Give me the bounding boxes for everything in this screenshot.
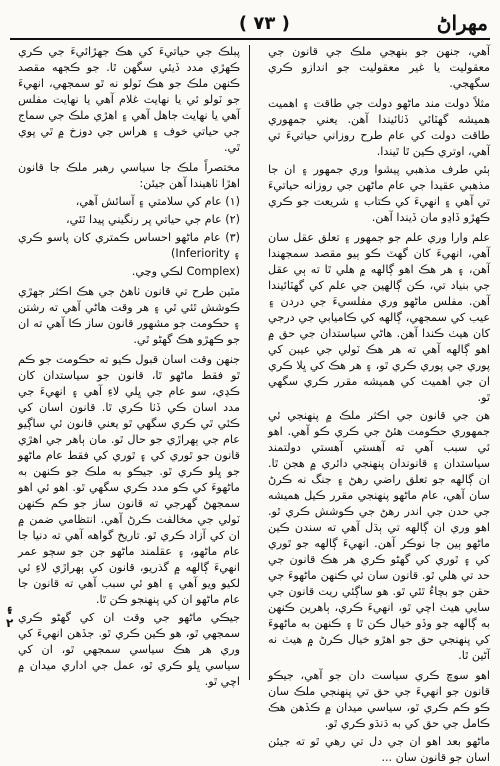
- journal-name: مهراڻ: [436, 11, 488, 35]
- list-item-continuation: [18, 264, 240, 280]
- right-column: [268, 44, 490, 764]
- header-rule: [10, 38, 490, 40]
- paragraph: پبلڪ جي حياتيءَ کي هڪ جهڙائيءَ جي ڪري ڪهڙي مدد ڏيئي سگهن ٿا. جو ڪجهه مقصد ڪنهن ملڪ جو هڪ ٽولو نه ٿو سمجهي، انهيءَ جو ٽولو ئي يا نهايت غلام آهي يا نهايت مفلس آهي يا نهايت جاهل آهي ۽ اهڙي ملڪ جي سماج جي حياتي خوف ۽ هراس جي دوزخ ۾ ٿي پوي ٿي.: [18, 45, 240, 154]
- paragraph: جيڪي ماڻهو جي وقت ان کي گهڻو ڪري سمجهي ٿو، هو ڪين ڪري ٿو. جڏهن انهيءَ کي وري هر هڪ سياسي سمجهي ٿو، ان کي سياسي ڀلو ڪري ٿو، عمل جي اداري ميدان ۾ اچي ٿو.: [18, 611, 240, 688]
- paragraph: جنهن وقت اسان قبول ڪيو ته حڪومت جو ڪم ٿو فقط ماڻهو ٿا، قانون جو سياستدان کان ڪڍي، سو عام جي ڀلي لاءِ آهي ۽ انهيءَ جي مدد اسان ڪي ڏٺا ڪري ٿا. قانون اسان کي ڪئي ٿي ڪري سگهي ٿو يعني قانون ئي ساڳيو عام جي ٻهراڙي جو حال ٿو. مان ٻاهر جي اهڙي قانون جو ٿوري کي ۽ ٿوري کي فقط عام ماڻهو جو ڀلو ڪري ٿو. جيڪو به ملڪ جو ڪنهن به ماڻهوءَ کي ڪو مدد ڪري سگهي ٿو. اهو ئي اهو سمجهڻ گهرجي ته قانون ساز جو ڪم ڪنهن ٽولي جي مخالفت ڪرڻ آهي. انتظامي ضمن ۾ ان کي آزاد ڪري ٿو. تاريخ گواهه آهي ته دنيا جا عام ماڻهو، ۽ عقلمند ماڻهو جن جو سڄو عمر انهيءَ ڳالهه ۾ گذريو، قانون کي ٻهراڙي لاءِ ئي لکيو ويو آهي ۽ اهو ئي سبب آهي ته قانون جا عام ماڻهو ان کي پنهنجو ڪن ٿا.: [18, 353, 240, 606]
- left-column: [18, 44, 240, 688]
- paragraph: هن جي قانون جي اڪثر ملڪ ۾ پنهنجي ئي جمهوري حڪومت هئڻ جي ڪري ڪو آهي. اهو ئي سبب آهي ته آهستي آهستي دولتمند سياستدان ۽ قانوندان پنهنجي دائري ۾ هجن ٿا. ان ڳالهه جو تعلق راضي رهڻ ۽ جنگ نه ڪرڻ سان آهي، عام ماڻهو پنهنجي مقرر ڪيل هميشه جي حدن جي اندر رهڻ جي ڪوشش ڪري ٿو. اهو وري ان ڳالهه تي ٻڌل آهي ته سندن ڪين ماڻهو ٻين جا نوڪر آهن. انهيءَ ڳالهه جو ٿوري کي ۽ ٿوري کي گهڻو ڪري هر هڪ قانون جي حد تي هلي ٿو. قانون سان ئي ڪنهن ماڻهوءَ جي حقن جو بچاءُ ٿئي ٿو. هو ساڳئي ريت قانون جي سايي هيٺ اچي ٿو، انهيءَ ڪري، ٻاهرين ڪنهن به ڳالهه جو وڏو خيال ڪن ٿا ۽ ڪنهن به ماڻهوءَ کي پنهنجي حق جو اهڙو خيال ڪرڻ ۾ هيٺ نه آڻين ٿا.: [268, 409, 490, 662]
- paragraph: مثلاً دولت مند ماڻهو دولت جي طاقت ۽ اهميت هميشه گهٽائي ڏٺائيندا آهن. يعني جمهوري طاقت دولت کي عام طرح روزاني حياتيءَ تي آهي، اوتري ڪين ٿا ٿيندا.: [268, 97, 490, 158]
- header-spacer: [12, 23, 92, 24]
- margin-mark: ٢: [6, 616, 14, 630]
- paragraph: آهي، جنهن جو بنهجي ملڪ جي قانون جي معقوليت يا غير معقوليت جو اندازو ڪري سگهجي.: [268, 45, 490, 90]
- list-item: (٢) عام جي حياتي پر رنگيني پيدا ٿئي،: [66, 213, 240, 226]
- paragraph: ماڻهو بعد اهو ان جي دل تي رهي ٿو ته جيئن اسان جو قانون سان ...: [268, 735, 490, 764]
- list-item: (١) عام کي سلامتي ۽ آسائش آهي،: [75, 195, 240, 208]
- inferiority-term: (Inferiority: [171, 247, 230, 260]
- paragraph: اهو سوچ ڪري سياست دان جو آهي، جيڪو قانون جو انهيءَ جي حق تي پنهنجي ملڪ سان ڪو ڪم ڪري ٿو، سياسي ميدان ۾ ڪڏهن هڪ ڪامل جي حق کي به ڌنڌو ڪري ٿو.: [268, 669, 490, 730]
- list-item: [18, 230, 240, 262]
- complex-term: Complex): [186, 265, 240, 278]
- complex-suffix: لڪي وڃي.: [131, 265, 183, 278]
- paragraph: مختصراً ملڪ جا سياسي رهبر ملڪ جا قانون اهڙا ٺاهيندا آهن جيئن:: [18, 161, 240, 190]
- list-item-text: (٣) عام ماڻهو احساس ڪمتري کان پاسو ڪري ۽: [18, 231, 240, 260]
- page-number: ( ٧٣ ): [238, 12, 290, 34]
- column-divider: [249, 45, 250, 680]
- margin-mark: ۽: [6, 600, 14, 614]
- page-header: [12, 8, 488, 38]
- paragraph: علم وارا وري علم جو جمهور ۽ تعلق عقل سان آهي، انهيءَ کان گهٽ ڪو ٻيو مقصد سمجهندا آهن، ۽ هر هڪ اهو ڳالهه ۾ هلي ٿا ته ٻي عقل جي بنياد تي، ڪن ڳالهين جي علم کي گهٽائيندا آهن. مفلس ماڻهو وري مفلسيءَ جي دردن ۽ عيب کي سمجهي، ڳالهه کي ڪاميابي جي درجي کان هيٺ ڪندا آهن. هاڻي سياستدان جي حق ۾ اهو ڳالهه آهي ته هر هڪ ٽولي جي عيبن کي پوري جي پوري ڪري ٿو، ۽ هر هڪ کي ڀلا ڪري ان جي اهميت کي هميشه مقرر ڪري سگهي ٿو.: [268, 231, 490, 404]
- paragraph: مٿين طرح تي قانون ٺاهڻ جي هڪ اڪثر جهڙي ڪوشش ٿئي ٿي ۽ هر وقت هاڻي آهي ته رشتن ۽ حڪومت جو مشهور قانون ساز ڪا آهي ته ان جو ڪهڙو هڪ گهڻو ٿي.: [18, 285, 240, 346]
- paragraph: ٻئي طرف مذهبي پيشوا وري جمهور ۽ ان جا مذهبي عقيدا جي عام ماڻهن جي روزانه حياتيءَ تي آهي ۽ انهيءَ کي ڪتاب ۽ شريعت جو ڪري ڪهڙو ڏاڍو مان ڏيندا آهن.: [268, 163, 490, 224]
